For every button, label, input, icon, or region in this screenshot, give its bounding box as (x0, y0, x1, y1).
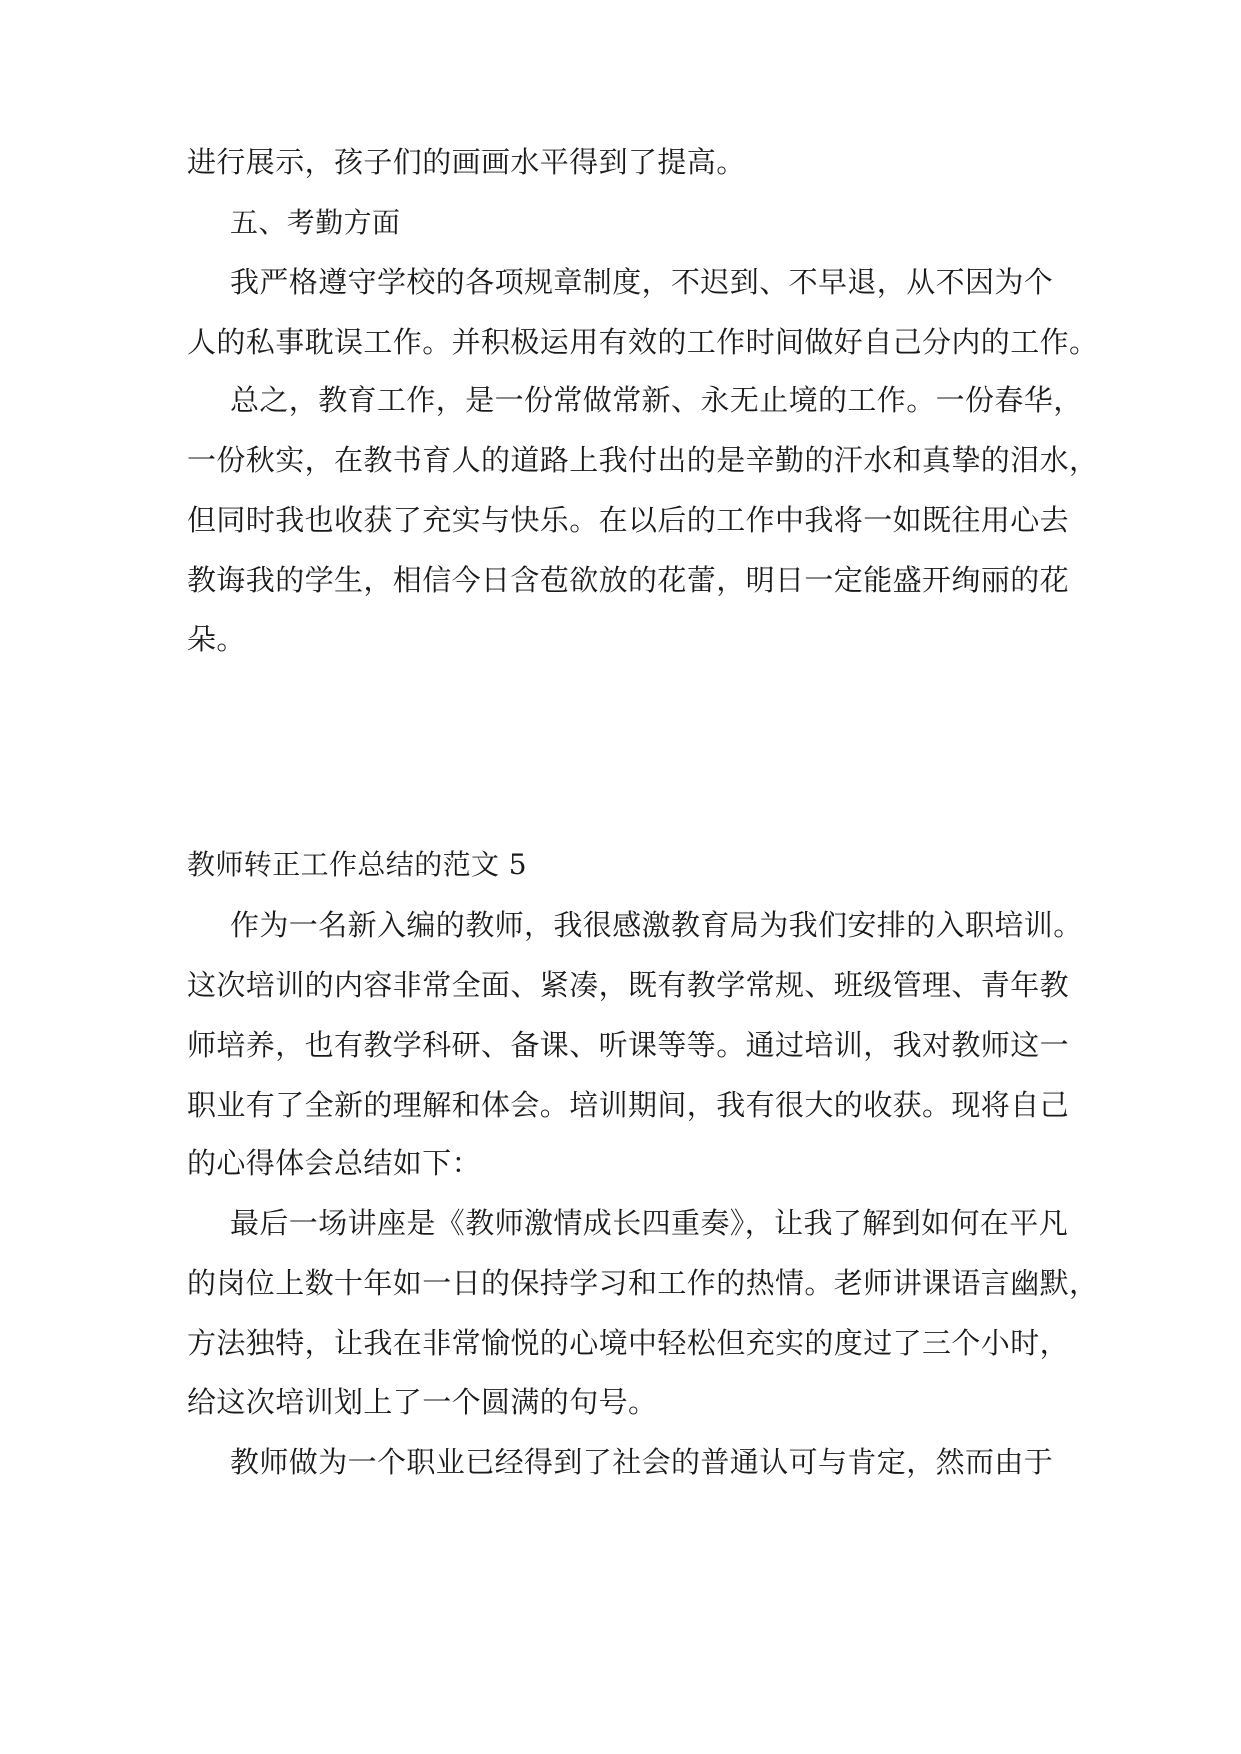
paragraph-line: 的心得体会总结如下： (187, 1146, 482, 1180)
section-heading-attendance: 五、考勤方面 (230, 206, 401, 239)
paragraph-line: 总之，教育工作，是一份常做常新、永无止境的工作。一份春华， (230, 383, 1083, 417)
paragraph-line: 朵。 (187, 622, 246, 656)
paragraph-line: 教诲我的学生，相信今日含苞欲放的花蕾，明日一定能盛开绚丽的花 (187, 563, 1070, 597)
paragraph-line: 一份秋实，在教书育人的道路上我付出的是辛勤的汗水和真挚的泪水， (187, 443, 1099, 477)
paragraph-line: 这次培训的内容非常全面、紧凑，既有教学常规、班级管理、青年教 (187, 968, 1070, 1002)
paragraph-line: 方法独特，让我在非常愉悦的心境中轻松但充实的度过了三个小时， (187, 1326, 1070, 1360)
paragraph-line: 进行展示，孩子们的画画水平得到了提高。 (187, 145, 746, 179)
paragraph-line: 职业有了全新的理解和体会。培训期间，我有很大的收获。现将自己 (187, 1088, 1070, 1122)
paragraph-line: 教师做为一个职业已经得到了社会的普通认可与肯定，然而由于 (230, 1445, 1054, 1479)
paragraph-line: 人的私事耽误工作。并积极运用有效的工作时间做好自己分内的工作。 (187, 325, 1099, 359)
paragraph-line: 作为一名新入编的教师，我很感激教育局为我们安排的入职培训。 (230, 908, 1083, 942)
paragraph-line: 给这次培训划上了一个圆满的句号。 (187, 1385, 658, 1419)
paragraph-line: 的岗位上数十年如一日的保持学习和工作的热情。老师讲课语言幽默， (187, 1266, 1099, 1300)
paragraph-line: 师培养，也有教学科研、备课、听课等等。通过培训，我对教师这一 (187, 1028, 1070, 1062)
paragraph-line: 最后一场讲座是《教师激情成长四重奏》，让我了解到如何在平凡 (230, 1206, 1069, 1240)
paragraph-line: 我严格遵守学校的各项规章制度，不迟到、不早退，从不因为个 (230, 265, 1054, 299)
section-title: 教师转正工作总结的范文 5 (187, 848, 527, 881)
paragraph-line: 但同时我也收获了充实与快乐。在以后的工作中我将一如既往用心去 (187, 503, 1070, 537)
